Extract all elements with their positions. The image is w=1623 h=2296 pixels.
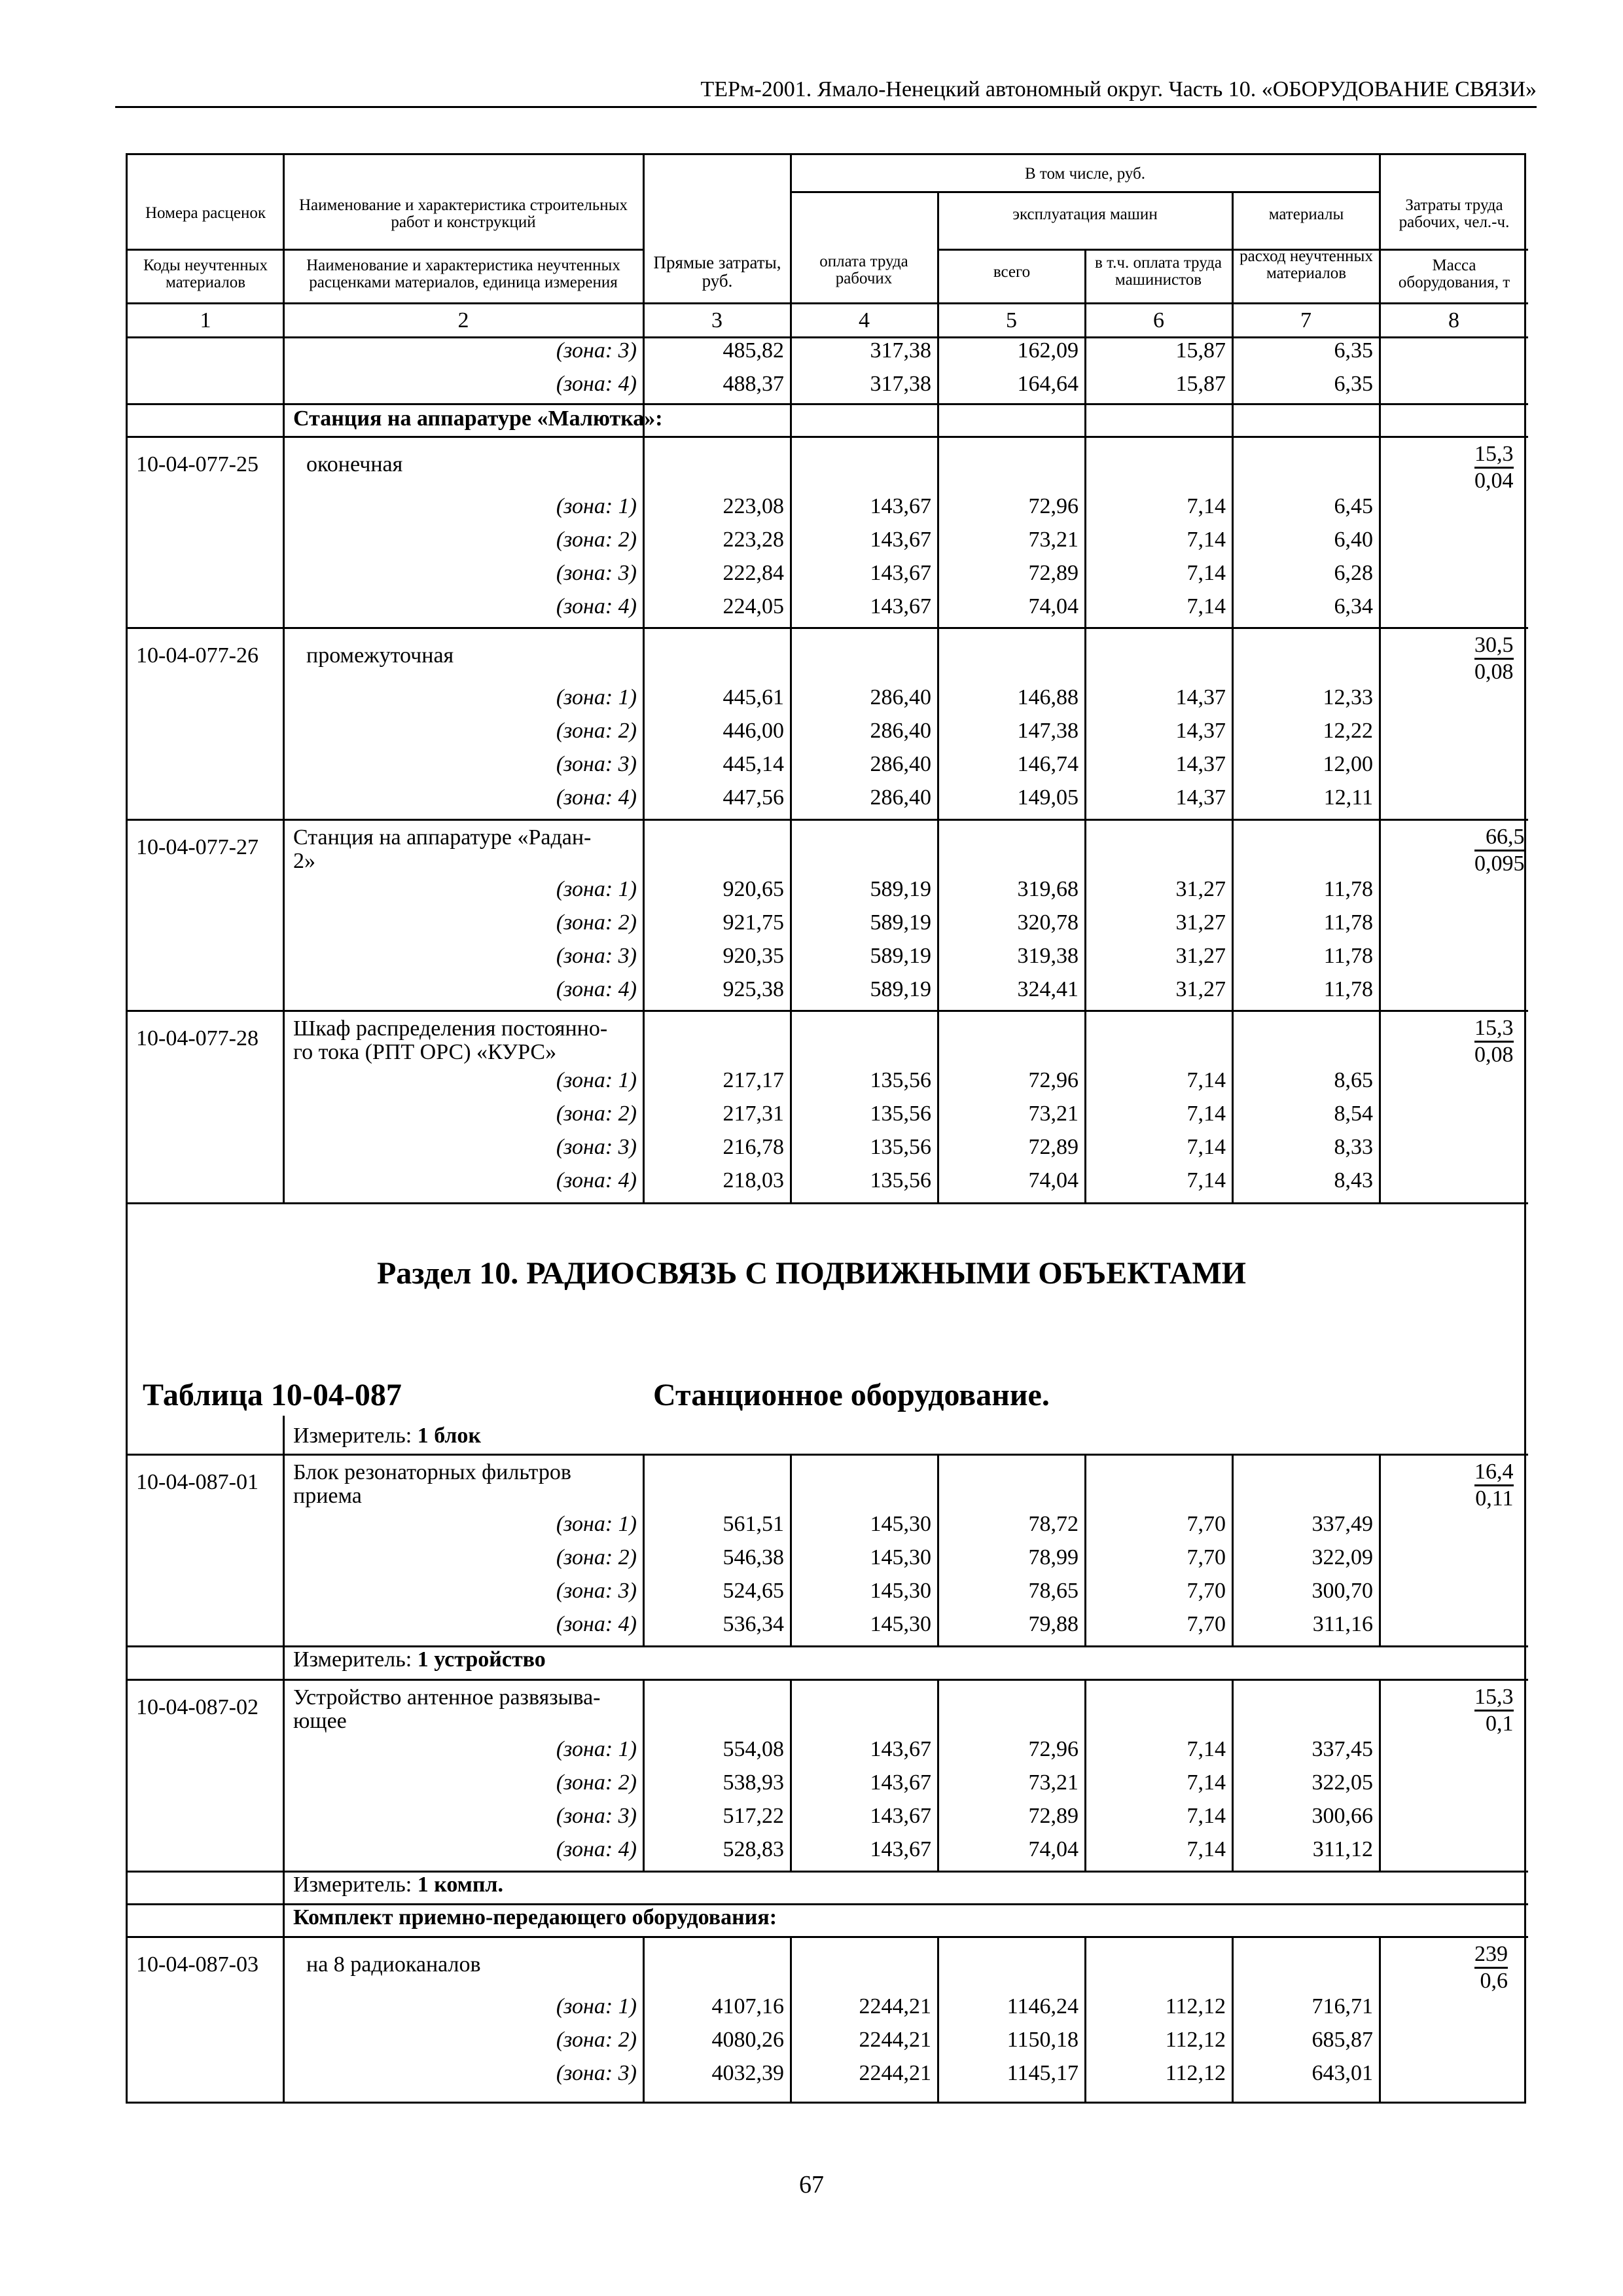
zone-row-zone: (зона: 1) xyxy=(556,1737,637,1761)
zone-row-value: 222,84 xyxy=(722,561,784,585)
rate-name: Шкаф распределения постоянно- xyxy=(293,1016,608,1041)
zone-row-zone: (зона: 1) xyxy=(556,1068,637,1092)
zone-row-value: 337,45 xyxy=(1311,1737,1373,1761)
zone-row-value: 311,12 xyxy=(1312,1837,1373,1861)
equipment-mass: 0,095 xyxy=(1474,850,1525,876)
measure-label: Измеритель: xyxy=(293,1873,418,1897)
zone-row-value: 217,31 xyxy=(722,1102,784,1126)
labor-mass-fraction xyxy=(1474,442,1514,493)
zone-row-value: 536,34 xyxy=(722,1612,784,1636)
zone-row-value: 446,00 xyxy=(722,719,784,743)
continuation-row-value: 15,87 xyxy=(1175,338,1226,363)
continuation-row-zone: (зона: 4) xyxy=(556,372,637,396)
zone-row-value: 8,43 xyxy=(1334,1168,1373,1193)
zone-row-value: 925,38 xyxy=(722,977,784,1001)
rate-code: 10-04-087-03 xyxy=(136,1952,259,1977)
zone-row-value: 72,96 xyxy=(1028,1737,1079,1761)
zone-row-zone: (зона: 1) xyxy=(556,1994,637,2018)
zone-row-value: 7,14 xyxy=(1186,1804,1226,1828)
column-rule xyxy=(1379,1454,1381,1646)
header-col5: всего xyxy=(993,263,1031,281)
zone-row-value: 1150,18 xyxy=(1007,2028,1079,2052)
zone-row-zone: (зона: 2) xyxy=(556,1545,637,1570)
zone-row-value: 143,67 xyxy=(870,594,931,619)
zone-row-value: 7,14 xyxy=(1186,594,1226,619)
zone-row-value: 286,40 xyxy=(870,685,931,709)
row-rule xyxy=(128,627,1528,629)
zone-row-value: 223,28 xyxy=(722,528,784,552)
zone-row-value: 6,28 xyxy=(1334,561,1373,585)
header-materials-group: материалы xyxy=(1268,206,1344,223)
equipment-mass: 0,6 xyxy=(1474,1967,1508,1994)
zone-row-value: 135,56 xyxy=(870,1102,931,1126)
zone-row-value: 554,08 xyxy=(722,1737,784,1761)
continuation-row-value: 317,38 xyxy=(870,338,931,363)
zone-row-value: 143,67 xyxy=(870,1770,931,1795)
zone-row-value: 447,56 xyxy=(722,785,784,810)
zone-row-value: 920,65 xyxy=(722,877,784,901)
header-column-number: 5 xyxy=(1006,308,1017,332)
zone-row-zone: (зона: 4) xyxy=(556,1837,637,1861)
zone-row-zone: (зона: 2) xyxy=(556,910,637,935)
zone-row-value: 7,14 xyxy=(1186,1770,1226,1795)
zone-row-value: 218,03 xyxy=(722,1168,784,1193)
column-rule xyxy=(1379,1679,1381,1871)
zone-row-value: 223,08 xyxy=(722,494,784,518)
labor-cost: 30,5 xyxy=(1474,633,1514,657)
zone-row-value: 145,30 xyxy=(870,1612,931,1636)
labor-mass-fraction xyxy=(1474,1016,1514,1067)
continuation-row-value: 317,38 xyxy=(870,372,931,396)
zone-row-value: 7,14 xyxy=(1186,1737,1226,1761)
zone-row-value: 146,88 xyxy=(1017,685,1079,709)
continuation-row-value: 485,82 xyxy=(722,338,784,363)
labor-cost: 15,3 xyxy=(1474,1016,1514,1040)
zone-row-value: 224,05 xyxy=(722,594,784,619)
table-name: Станционное оборудование. xyxy=(653,1378,1050,1412)
zone-row-value: 14,37 xyxy=(1175,685,1226,709)
zone-row-value: 286,40 xyxy=(870,752,931,776)
zone-row-value: 72,89 xyxy=(1028,561,1079,585)
zone-row-value: 1145,17 xyxy=(1007,2061,1079,2085)
zone-row-value: 4032,39 xyxy=(711,2061,784,2085)
zone-row-value: 112,12 xyxy=(1165,2028,1226,2052)
zone-row-value: 589,19 xyxy=(870,910,931,935)
zone-row-value: 920,35 xyxy=(722,944,784,968)
zone-row-value: 300,70 xyxy=(1311,1579,1373,1603)
zone-row-value: 145,30 xyxy=(870,1545,931,1570)
zone-row-value: 31,27 xyxy=(1175,977,1226,1001)
zone-row-value: 2244,21 xyxy=(859,2061,931,2085)
rate-name: Блок резонаторных фильтров xyxy=(293,1460,571,1484)
zone-row-zone: (зона: 3) xyxy=(556,1804,637,1828)
zone-row-value: 143,67 xyxy=(870,561,931,585)
zone-row-value: 322,05 xyxy=(1311,1770,1373,1795)
zone-row-value: 11,78 xyxy=(1323,877,1373,901)
column-rule xyxy=(283,1646,285,1679)
header-machines-group: эксплуатация машин xyxy=(1012,206,1158,223)
zone-row-zone: (зона: 2) xyxy=(556,528,637,552)
zone-row-value: 14,37 xyxy=(1175,719,1226,743)
row-rule xyxy=(128,819,1528,821)
zone-row-value: 4107,16 xyxy=(711,1994,784,2018)
header-col1-bottom: Коды неучтенных материалов xyxy=(143,257,268,291)
continuation-row-value: 488,37 xyxy=(722,372,784,396)
header-column-number: 1 xyxy=(200,308,211,332)
zone-row-value: 135,56 xyxy=(870,1135,931,1159)
zone-row-value: 74,04 xyxy=(1028,594,1079,619)
zone-row-value: 78,72 xyxy=(1028,1512,1079,1536)
row-rule xyxy=(128,1454,1528,1456)
zone-row-zone: (зона: 2) xyxy=(556,1102,637,1126)
labor-cost: 16,4 xyxy=(1474,1460,1514,1484)
labor-mass-fraction xyxy=(1474,1685,1514,1736)
zone-row-value: 72,89 xyxy=(1028,1135,1079,1159)
group-heading-station: Станция на аппаратуре «Малютка»: xyxy=(293,406,663,431)
table-number: Таблица 10-04-087 xyxy=(143,1378,402,1412)
zone-row-value: 145,30 xyxy=(870,1512,931,1536)
header-column-number: 3 xyxy=(711,308,722,332)
zone-row-value: 14,37 xyxy=(1175,785,1226,810)
header-col1-top: Номера расценок xyxy=(145,204,266,222)
continuation-row-zone: (зона: 3) xyxy=(556,338,637,363)
zone-row-value: 8,33 xyxy=(1334,1135,1373,1159)
running-header-title: ТЕРм-2001. Ямало-Ненецкий автономный округ. Часть 10. «ОБОРУДОВАНИЕ СВЯЗИ» xyxy=(700,77,1537,101)
equipment-mass: 0,08 xyxy=(1474,1041,1514,1067)
zone-row-value: 8,54 xyxy=(1334,1102,1373,1126)
zone-row-value: 11,78 xyxy=(1323,944,1373,968)
zone-row-value: 31,27 xyxy=(1175,944,1226,968)
row-rule xyxy=(128,1010,1528,1012)
zone-row-zone: (зона: 1) xyxy=(556,685,637,709)
zone-row-value: 685,87 xyxy=(1311,2028,1373,2052)
header-rule xyxy=(128,302,1528,304)
zone-row-value: 7,70 xyxy=(1186,1579,1226,1603)
labor-cost: 239 xyxy=(1474,1942,1508,1966)
continuation-row-value: 164,64 xyxy=(1017,372,1079,396)
zone-row-value: 921,75 xyxy=(722,910,784,935)
zone-row-value: 73,21 xyxy=(1028,528,1079,552)
labor-cost: 15,3 xyxy=(1474,442,1514,466)
zone-row-value: 72,96 xyxy=(1028,494,1079,518)
labor-mass-fraction xyxy=(1474,1460,1514,1511)
zone-row-value: 12,11 xyxy=(1323,785,1373,810)
zone-row-value: 445,61 xyxy=(722,685,784,709)
zone-row-value: 12,00 xyxy=(1323,752,1373,776)
rate-name: приема xyxy=(293,1484,362,1508)
running-header xyxy=(115,71,1537,108)
header-col3: Прямые затраты, руб. xyxy=(653,253,781,291)
zone-row-value: 2244,21 xyxy=(859,2028,931,2052)
zone-row-zone: (зона: 1) xyxy=(556,877,637,901)
equipment-mass: 0,08 xyxy=(1474,658,1514,685)
zone-row-value: 7,14 xyxy=(1186,1135,1226,1159)
zone-row-value: 538,93 xyxy=(722,1770,784,1795)
measure-line xyxy=(293,1424,817,1448)
measure-line xyxy=(293,1647,817,1672)
rate-name: Станция на аппаратуре «Радан- xyxy=(293,825,592,850)
zone-row-value: 337,49 xyxy=(1311,1512,1373,1536)
zone-row-value: 14,37 xyxy=(1175,752,1226,776)
zone-row-value: 149,05 xyxy=(1017,785,1079,810)
zone-row-zone: (зона: 1) xyxy=(556,494,637,518)
zone-row-value: 72,89 xyxy=(1028,1804,1079,1828)
zone-row-value: 286,40 xyxy=(870,719,931,743)
zone-row-value: 589,19 xyxy=(870,944,931,968)
header-column-number: 6 xyxy=(1153,308,1164,332)
zone-row-zone: (зона: 3) xyxy=(556,1135,637,1159)
zone-row-value: 78,99 xyxy=(1028,1545,1079,1570)
zone-row-value: 11,78 xyxy=(1323,977,1373,1001)
rate-code: 10-04-077-26 xyxy=(136,643,259,668)
zone-row-value: 1146,24 xyxy=(1007,1994,1079,2018)
zone-row-value: 146,74 xyxy=(1017,752,1079,776)
zone-row-value: 6,45 xyxy=(1334,494,1373,518)
equipment-mass: 0,1 xyxy=(1474,1710,1514,1736)
zone-row-value: 322,09 xyxy=(1311,1545,1373,1570)
rate-code: 10-04-077-28 xyxy=(136,1026,259,1050)
column-rule xyxy=(1379,1937,1381,2104)
rate-name: го тока (РПТ ОРС) «КУРС» xyxy=(293,1040,557,1064)
zone-row-value: 145,30 xyxy=(870,1579,931,1603)
zone-row-value: 73,21 xyxy=(1028,1102,1079,1126)
zone-row-value: 6,40 xyxy=(1334,528,1373,552)
header-col8-bottom: Масса оборудования, т xyxy=(1398,257,1510,291)
measure-label: Измеритель: xyxy=(293,1647,418,1672)
zone-row-zone: (зона: 2) xyxy=(556,719,637,743)
zone-row-value: 12,33 xyxy=(1323,685,1373,709)
continuation-row-value: 6,35 xyxy=(1334,372,1373,396)
rate-code: 10-04-087-01 xyxy=(136,1470,259,1494)
zone-row-zone: (зона: 3) xyxy=(556,2061,637,2085)
continuation-row-value: 6,35 xyxy=(1334,338,1373,363)
labor-mass-fraction xyxy=(1474,633,1514,685)
zone-row-value: 7,70 xyxy=(1186,1545,1226,1570)
zone-row-value: 143,67 xyxy=(870,1804,931,1828)
row-rule xyxy=(128,1936,1528,1938)
row-rule xyxy=(128,1202,1528,1204)
zone-row-value: 6,34 xyxy=(1334,594,1373,619)
rate-name: промежуточная xyxy=(306,643,454,668)
zone-row-value: 589,19 xyxy=(870,877,931,901)
zone-row-zone: (зона: 3) xyxy=(556,1579,637,1603)
zone-row-value: 7,14 xyxy=(1186,494,1226,518)
header-col4: оплата труда рабочих xyxy=(819,253,908,287)
zone-row-value: 561,51 xyxy=(722,1512,784,1536)
zone-row-value: 445,14 xyxy=(722,752,784,776)
zone-row-value: 31,27 xyxy=(1175,877,1226,901)
zone-row-value: 143,67 xyxy=(870,1837,931,1861)
zone-row-value: 7,14 xyxy=(1186,561,1226,585)
zone-row-value: 7,14 xyxy=(1186,1837,1226,1861)
zone-row-value: 643,01 xyxy=(1311,2061,1373,2085)
zone-row-value: 517,22 xyxy=(722,1804,784,1828)
zone-row-value: 524,65 xyxy=(722,1579,784,1603)
zone-row-zone: (зона: 3) xyxy=(556,561,637,585)
rate-name: оконечная xyxy=(306,452,403,476)
header-col2-bottom: Наименование и характеристика неучтенных расценками материалов, единица измерения xyxy=(306,257,620,291)
header-column-number: 2 xyxy=(457,308,469,332)
labor-cost: 15,3 xyxy=(1474,1685,1514,1709)
zone-row-value: 7,14 xyxy=(1186,528,1226,552)
zone-row-value: 11,78 xyxy=(1323,910,1373,935)
zone-row-value: 319,38 xyxy=(1017,944,1079,968)
column-rule xyxy=(283,1416,285,1454)
zone-row-value: 8,65 xyxy=(1334,1068,1373,1092)
header-col2-top: Наименование и характеристика строительных работ и конструкций xyxy=(298,196,628,231)
zone-row-value: 311,16 xyxy=(1312,1612,1373,1636)
zone-row-value: 2244,21 xyxy=(859,1994,931,2018)
header-col6: в т.ч. оплата труда машинистов xyxy=(1095,254,1222,289)
zone-row-value: 589,19 xyxy=(870,977,931,1001)
zone-row-value: 112,12 xyxy=(1165,2061,1226,2085)
zone-row-value: 7,14 xyxy=(1186,1068,1226,1092)
measure-line xyxy=(293,1873,817,1897)
equipment-mass: 0,04 xyxy=(1474,467,1514,493)
rate-name: ющее xyxy=(293,1709,347,1733)
zone-row-zone: (зона: 4) xyxy=(556,594,637,619)
zone-row-value: 31,27 xyxy=(1175,910,1226,935)
zone-row-value: 79,88 xyxy=(1028,1612,1079,1636)
zone-row-value: 72,96 xyxy=(1028,1068,1079,1092)
labor-mass-fraction xyxy=(1474,825,1525,876)
zone-row-value: 135,56 xyxy=(870,1168,931,1193)
zone-row-value: 78,65 xyxy=(1028,1579,1079,1603)
zone-row-value: 147,38 xyxy=(1017,719,1079,743)
rate-name: 2» xyxy=(293,849,315,873)
labor-mass-fraction xyxy=(1474,1942,1508,1994)
header-col7: расход неучтенных материалов xyxy=(1240,247,1373,282)
zone-row-zone: (зона: 1) xyxy=(556,1512,637,1536)
zone-row-zone: (зона: 3) xyxy=(556,752,637,776)
header-column-number: 8 xyxy=(1448,308,1459,332)
zone-row-value: 4080,26 xyxy=(711,2028,784,2052)
labor-cost: 66,5 xyxy=(1486,825,1525,849)
header-group-label: В том числе, руб. xyxy=(1024,165,1146,183)
zone-row-value: 320,78 xyxy=(1017,910,1079,935)
row-rule xyxy=(128,1679,1528,1681)
zone-row-zone: (зона: 4) xyxy=(556,1168,637,1193)
zone-row-value: 74,04 xyxy=(1028,1837,1079,1861)
rate-name: Устройство антенное развязыва- xyxy=(293,1685,601,1710)
zone-row-value: 216,78 xyxy=(722,1135,784,1159)
price-table xyxy=(126,153,1526,2104)
rate-code: 10-04-077-25 xyxy=(136,452,259,476)
zone-row-value: 324,41 xyxy=(1017,977,1079,1001)
rate-code: 10-04-077-27 xyxy=(136,835,259,859)
continuation-row-value: 162,09 xyxy=(1017,338,1079,363)
zone-row-value: 528,83 xyxy=(722,1837,784,1861)
zone-row-zone: (зона: 3) xyxy=(556,944,637,968)
header-rule xyxy=(1380,249,1528,251)
zone-row-value: 112,12 xyxy=(1165,1994,1226,2018)
zone-row-value: 73,21 xyxy=(1028,1770,1079,1795)
zone-row-zone: (зона: 4) xyxy=(556,785,637,810)
header-rule xyxy=(791,191,1380,193)
zone-row-value: 7,14 xyxy=(1186,1168,1226,1193)
zone-row-zone: (зона: 2) xyxy=(556,1770,637,1795)
measure-value: 1 блок xyxy=(417,1424,482,1448)
zone-row-value: 12,22 xyxy=(1323,719,1373,743)
zone-row-value: 135,56 xyxy=(870,1068,931,1092)
zone-row-zone: (зона: 4) xyxy=(556,1612,637,1636)
zone-row-value: 716,71 xyxy=(1311,1994,1373,2018)
equipment-mass: 0,11 xyxy=(1474,1484,1514,1511)
zone-row-value: 143,67 xyxy=(870,1737,931,1761)
rate-name: на 8 радиоканалов xyxy=(306,1952,481,1977)
row-rule xyxy=(128,436,1528,438)
measure-value: 1 компл. xyxy=(417,1873,504,1897)
continuation-row-value: 15,87 xyxy=(1175,372,1226,396)
zone-row-value: 143,67 xyxy=(870,494,931,518)
measure-value: 1 устройство xyxy=(417,1647,546,1672)
zone-row-value: 143,67 xyxy=(870,528,931,552)
zone-row-value: 7,70 xyxy=(1186,1512,1226,1536)
zone-row-value: 7,14 xyxy=(1186,1102,1226,1126)
row-rule xyxy=(128,403,1528,405)
measure-label: Измеритель: xyxy=(293,1424,418,1448)
section-title: Раздел 10. РАДИОСВЯЗЬ С ПОДВИЖНЫМИ ОБЪЕКТАМИ xyxy=(376,1256,1246,1291)
header-col8-top: Затраты труда рабочих, чел.-ч. xyxy=(1399,196,1510,231)
zone-row-value: 74,04 xyxy=(1028,1168,1079,1193)
rate-code: 10-04-087-02 xyxy=(136,1695,259,1719)
zone-row-value: 217,17 xyxy=(722,1068,784,1092)
header-column-number: 4 xyxy=(859,308,870,332)
page-number: 67 xyxy=(799,2171,824,2198)
header-rule xyxy=(128,249,643,251)
zone-row-zone: (зона: 2) xyxy=(556,2028,637,2052)
zone-row-zone: (зона: 4) xyxy=(556,977,637,1001)
group-heading-kit: Комплект приемно-передающего оборудования: xyxy=(293,1905,777,1929)
header-column-number: 7 xyxy=(1300,308,1311,332)
zone-row-value: 300,66 xyxy=(1311,1804,1373,1828)
zone-row-value: 319,68 xyxy=(1017,877,1079,901)
zone-row-value: 7,70 xyxy=(1186,1612,1226,1636)
zone-row-value: 546,38 xyxy=(722,1545,784,1570)
zone-row-value: 286,40 xyxy=(870,785,931,810)
